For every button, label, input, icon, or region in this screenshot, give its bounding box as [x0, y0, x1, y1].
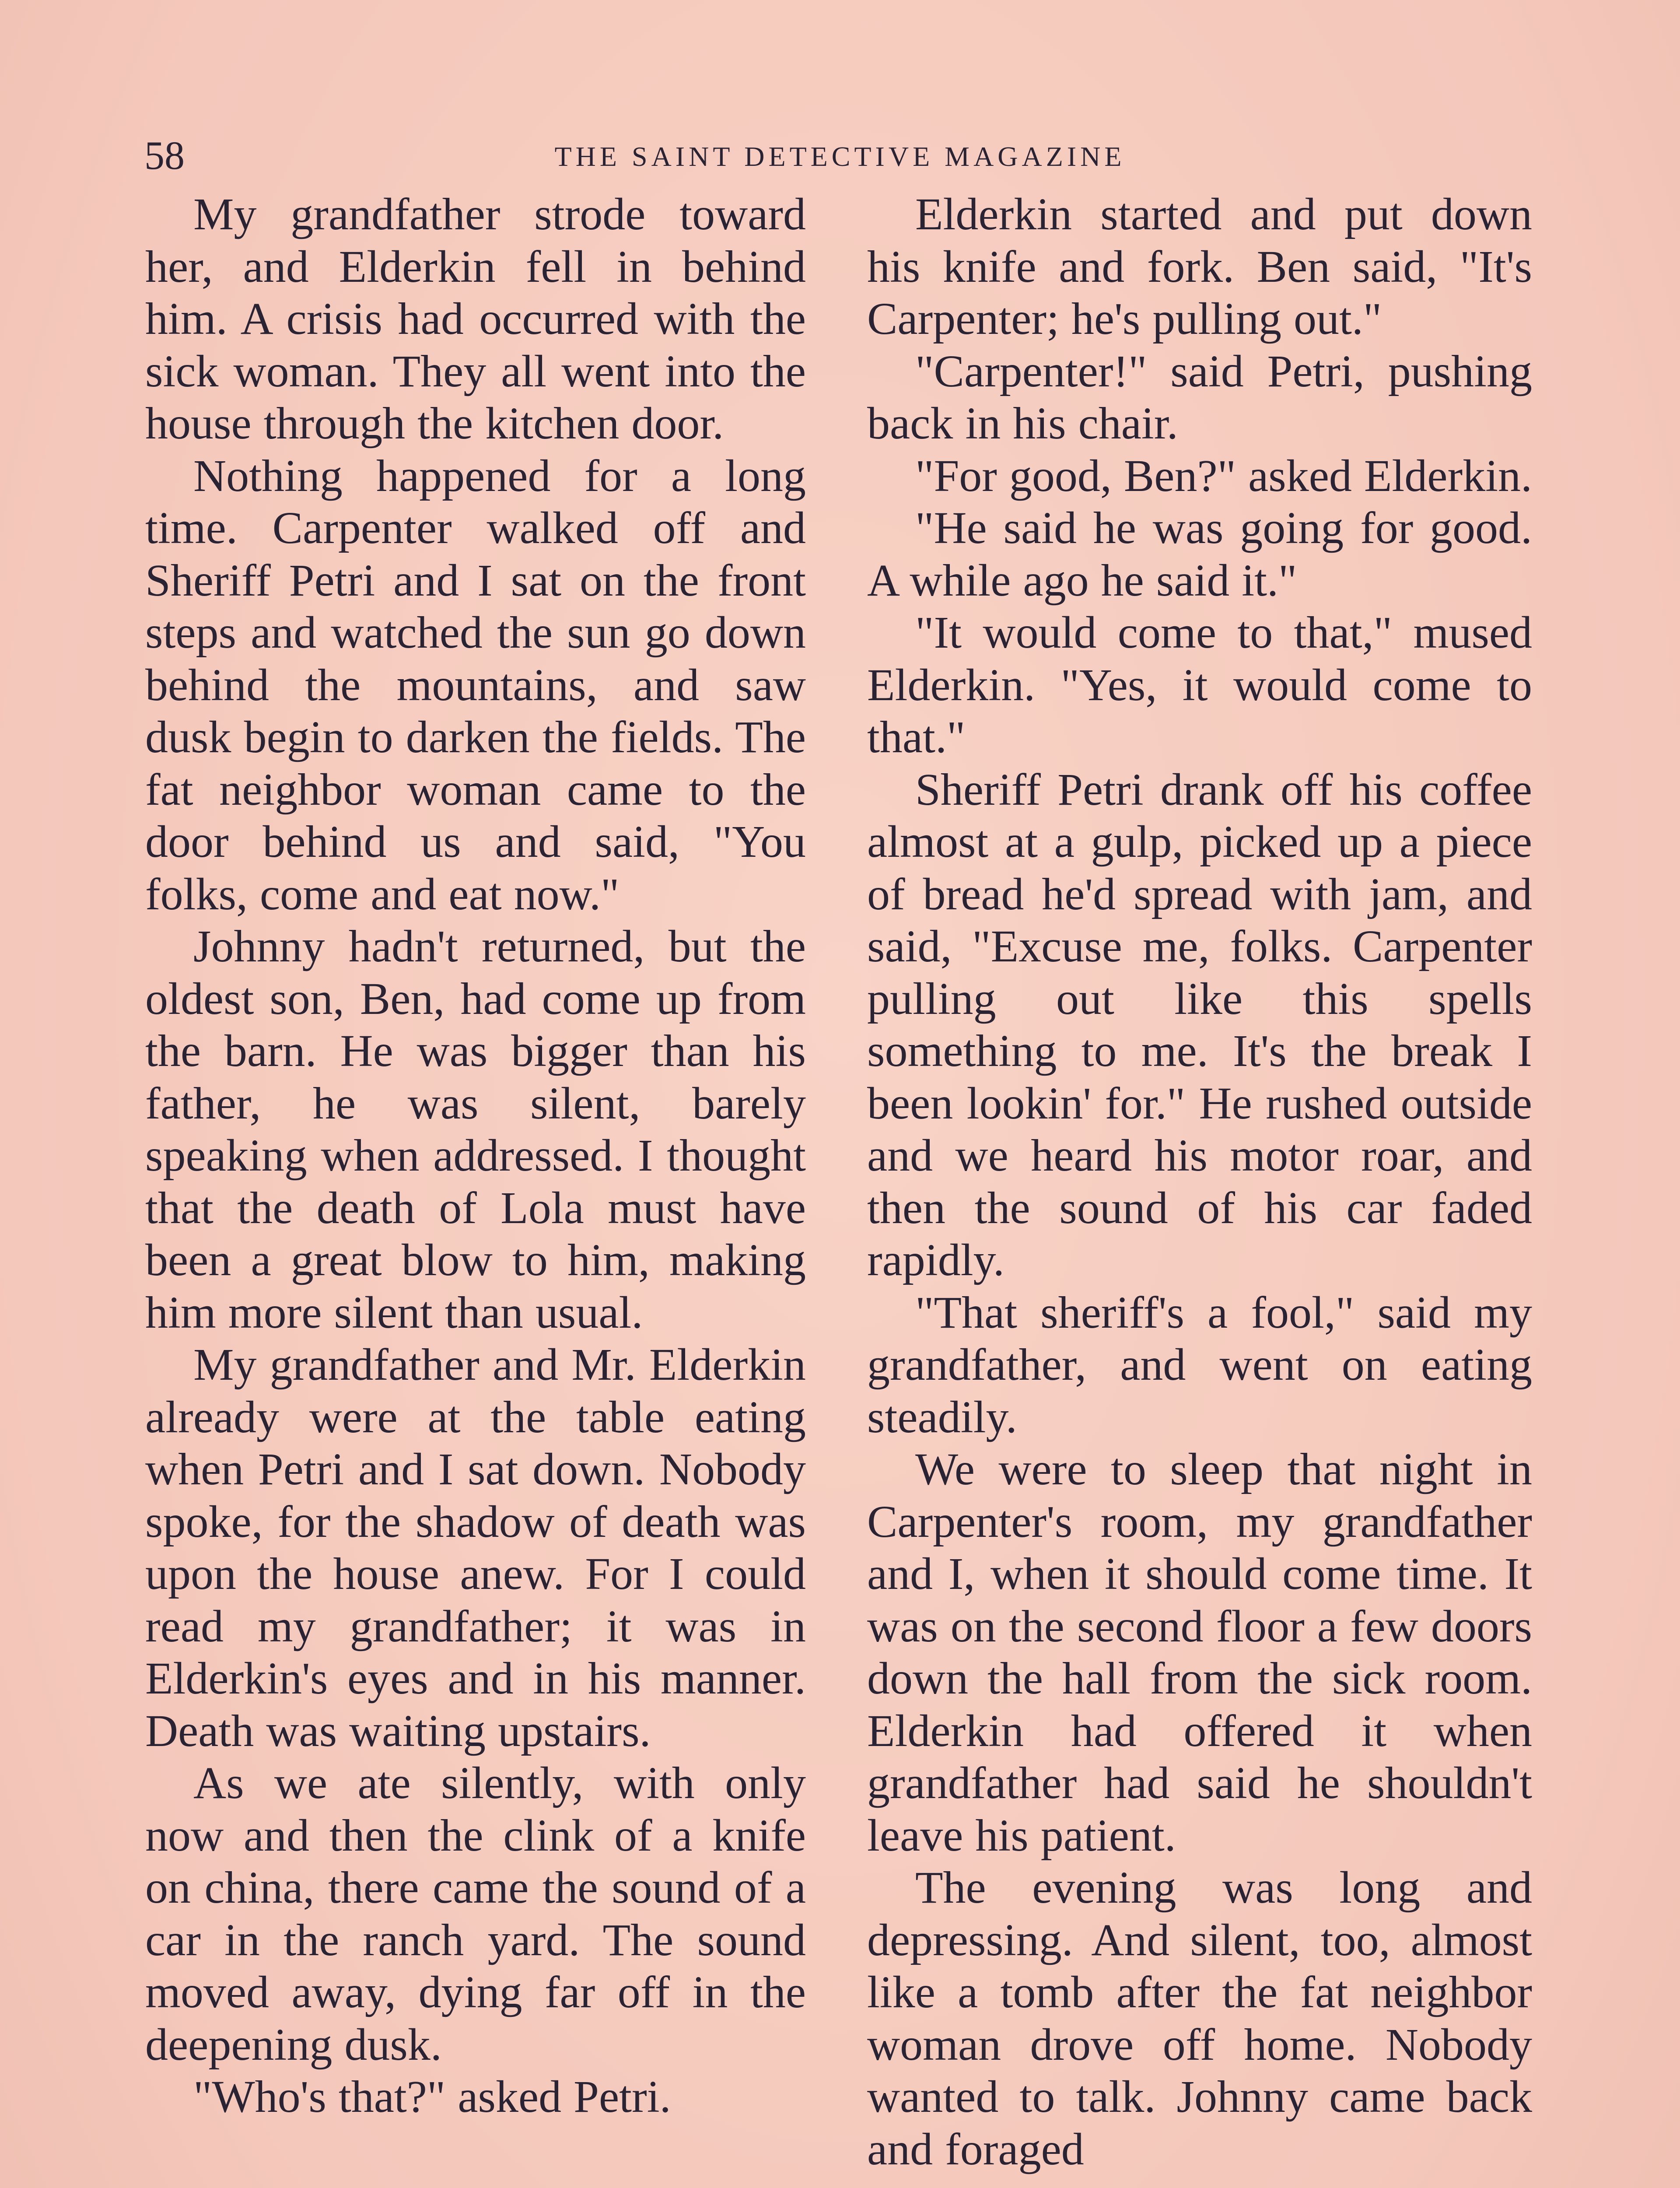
page-number: 58 — [144, 133, 185, 178]
running-head: THE SAINT DETECTIVE MAGAZINE — [554, 141, 1126, 172]
paragraph: The evening was long and depressing. And silent, too, almost like a tomb after the fat neighbor woman drove off home. Nobody wanted to talk. Johnny came back and foraged — [867, 1862, 1532, 2174]
paragraph: Nothing happened for a long time. Carpenter walked off and Sheriff Petri and I sat on the front steps and watched the sun go down behind the mountains, and saw dusk begin to darken the fields. The fat neighbor woman came to the door behind us and said, "You folks, come and eat now." — [145, 450, 806, 919]
paragraph: "Carpenter!" said Petri, pushing back in his chair. — [867, 346, 1532, 449]
paragraph: "He said he was going for good. A while ago he said it." — [867, 503, 1532, 606]
page-header — [144, 131, 1536, 179]
paragraph: Johnny hadn't returned, but the oldest son, Ben, had come up from the barn. He was bigger than his father, he was silent, barely speaking when addressed. I thought that the death of Lola must have been a great blow to him, making him more silent than usual. — [145, 921, 806, 1338]
paragraph: Sheriff Petri drank off his coffee almost at a gulp, picked up a piece of bread he'd spread with jam, and said, "Excuse me, folks. Carpenter pulling out like this spells something to me. It's the break I been lookin' for." He rushed outside and we heard his motor roar, and then the sound of his car faded rapidly. — [867, 764, 1532, 1285]
paragraph: "For good, Ben?" asked Elderkin. — [915, 450, 1532, 501]
paragraph: As we ate silently, with only now and then the clink of a knife on china, there came the sound of a car in the ranch yard. The sound moved away, dying far off in the deepening dusk. — [145, 1758, 806, 2070]
paragraph: My grandfather strode toward her, and Elderkin fell in behind him. A crisis had occurred with the sick woman. They all went into the house through the kitchen door. — [145, 189, 806, 449]
paragraph: We were to sleep that night in Carpenter's room, my grandfather and I, when it should come time. It was on the second floor a few doors down the hall from the sick room. Elderkin had offered it when grandfather had said he shouldn't leave his patient. — [867, 1444, 1532, 1861]
paragraph: My grandfather and Mr. Elderkin already were at the table eating when Petri and I sat down. Nobody spoke, for the shadow of death was upon the house anew. For I could read my grandfather; it was in Elderkin's eyes and in his manner. Death was waiting upstairs. — [145, 1339, 806, 1756]
paragraph: "Who's that?" asked Petri. — [193, 2072, 671, 2122]
right-column — [867, 188, 1532, 2175]
paragraph: "It would come to that," mused Elderkin. "Yes, it would come to that." — [867, 607, 1532, 762]
paragraph: "That sheriff's a fool," said my grandfather, and went on eating steadily. — [867, 1287, 1532, 1442]
paragraph: Elderkin started and put down his knife and fork. Ben said, "It's Carpenter; he's pulling out." — [867, 189, 1532, 344]
left-column — [145, 188, 806, 2123]
